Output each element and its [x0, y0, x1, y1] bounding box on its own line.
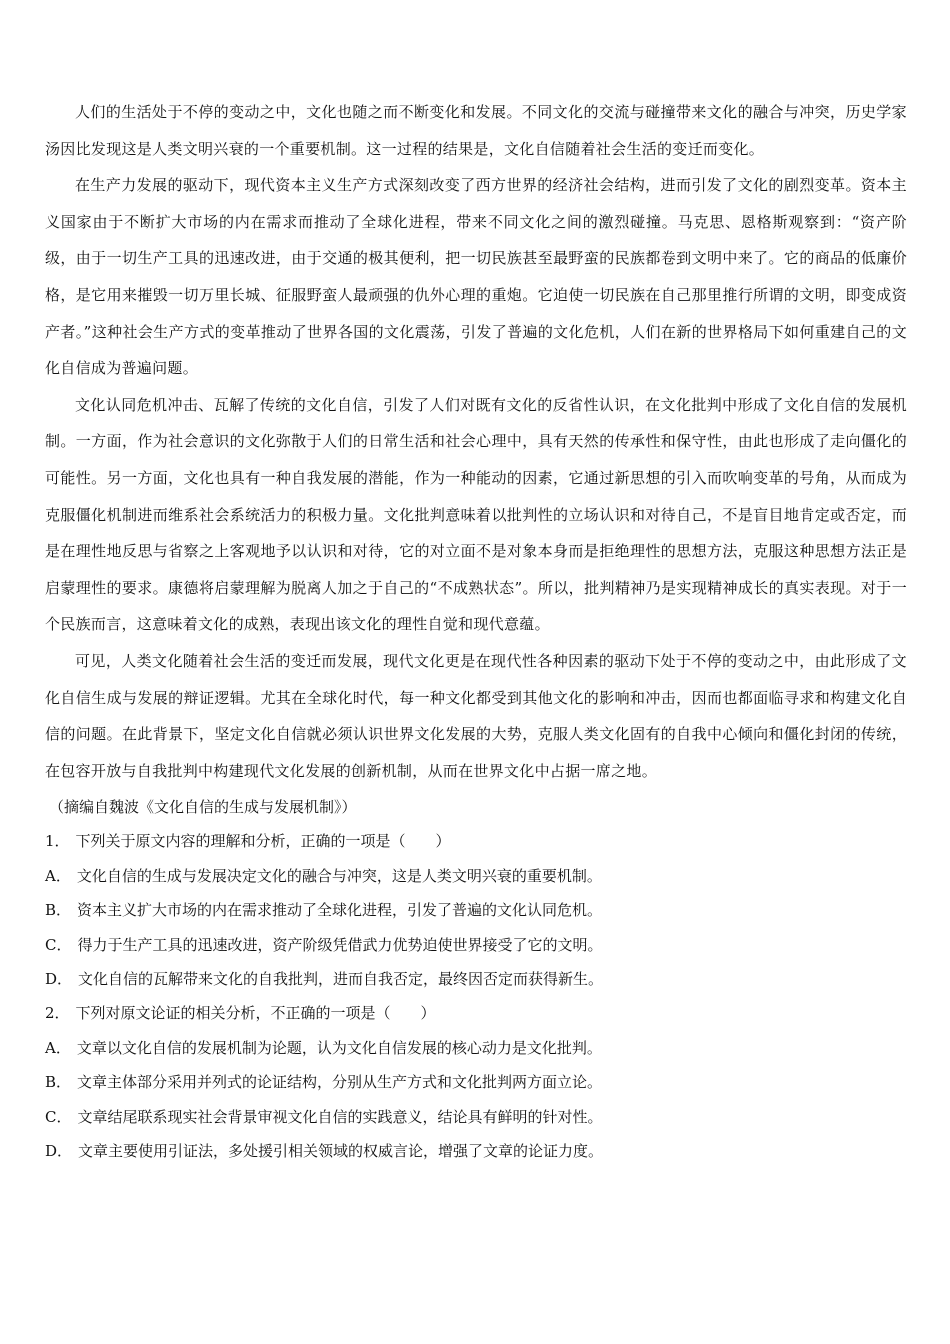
- option-letter: C．: [45, 1107, 72, 1126]
- option-letter: A．: [45, 866, 71, 885]
- option-text: 资本主义扩大市场的内在需求推动了全球化进程，引发了普遍的文化认同危机。: [77, 901, 603, 920]
- answer-option[interactable]: [45, 859, 907, 893]
- option-text: 文化自信的瓦解带来文化的自我批判，进而自我否定，最终因否定而获得新生。: [78, 969, 604, 988]
- option-letter: B．: [45, 1073, 72, 1092]
- question-stem-text: 下列对原文论证的相关分析，不正确的一项是（ ）: [75, 1004, 436, 1023]
- answer-option[interactable]: [45, 1134, 907, 1168]
- question-number: 2．: [45, 1004, 70, 1023]
- exam-page: [45, 94, 907, 1168]
- passage-paragraph: 文化认同危机冲击、瓦解了传统的文化自信，引发了人们对既有文化的反省性认识，在文化批判中形成了文化自信的发展机制。一方面，作为社会意识的文化弥散于人们的日常生活和社会心理中，具有天然的传承性和保守性，由此也形成了走向僵化的可能性。另一方面，文化也具有一种自我发展的潜能，作为一种能动的因素，它通过新思想的引入而吹响变革的号角，从而成为克服僵化机制进而维系社会系统活力的积极力量。文化批判意味着以批判性的立场认识和对待自己，不是盲目地肯定或否定，而是在理性地反思与省察之上客观地予以认识和对待，它的对立面不是对象本身而是拒绝理性的思想方法，克服这种思想方法正是启蒙理性的要求。康德将启蒙理解为脱离人加之于自己的“不成熟状态”。所以，批判精神乃是实现精神成长的真实表现。对于一个民族而言，这意味着文化的成熟，表现出该文化的理性自觉和现代意蕴。: [45, 395, 907, 634]
- option-letter: D．: [45, 1141, 73, 1160]
- answer-option[interactable]: [45, 893, 907, 927]
- question-stem: [45, 996, 907, 1030]
- option-text: 文化自信的生成与发展决定文化的融合与冲突，这是人类文明兴衰的重要机制。: [76, 866, 602, 885]
- answer-option[interactable]: [45, 1065, 907, 1099]
- option-text: 文章结尾联系现实社会背景审视文化自信的实践意义，结论具有鲜明的针对性。: [77, 1107, 603, 1126]
- option-text: 文章主要使用引证法，多处援引相关领域的权威言论，增强了文章的论证力度。: [78, 1141, 604, 1160]
- option-letter: C．: [45, 935, 72, 954]
- passage-paragraph: 人们的生活处于不停的变动之中，文化也随之而不断变化和发展。不同文化的交流与碰撞带来文化的融合与冲突，历史学家汤因比发现这是人类文明兴衰的一个重要机制。这一过程的结果是，文化自信随着社会生活的变迁而变化。: [45, 103, 907, 158]
- option-letter: A．: [45, 1038, 71, 1057]
- question-2: [45, 996, 907, 1168]
- answer-option[interactable]: [45, 962, 907, 996]
- question-stem: [45, 824, 907, 858]
- answer-option[interactable]: [45, 1100, 907, 1134]
- option-text: 文章主体部分采用并列式的论证结构，分别从生产方式和文化批判两方面立论。: [77, 1073, 603, 1092]
- option-text: 文章以文化自信的发展机制为论题，认为文化自信发展的核心动力是文化批判。: [76, 1038, 602, 1057]
- answer-option[interactable]: [45, 1031, 907, 1065]
- question-1: [45, 824, 907, 996]
- question-number: 1．: [45, 832, 70, 851]
- option-text: 得力于生产工具的迅速改进，资产阶级凭借武力优势迫使世界接受了它的文明。: [77, 935, 603, 954]
- passage-paragraph: 可见，人类文化随着社会生活的变迁而发展，现代文化更是在现代性各种因素的驱动下处于不停的变动之中，由此形成了文化自信生成与发展的辩证逻辑。尤其在全球化时代，每一种文化都受到其他文化的影响和冲击，因而也都面临寻求和构建文化自信的问题。在此背景下，坚定文化自信就必须认识世界文化发展的大势，克服人类文化固有的自我中心倾向和僵化封闭的传统，在包容开放与自我批判中构建现代文化发展的创新机制，从而在世界文化中占据一席之地。: [45, 651, 907, 780]
- reading-passage: [45, 94, 907, 789]
- answer-option[interactable]: [45, 928, 907, 962]
- passage-source: （摘编自魏波《文化自信的生成与发展机制》）: [49, 798, 357, 817]
- option-letter: D．: [45, 969, 73, 988]
- option-letter: B．: [45, 901, 72, 920]
- passage-paragraph: 在生产力发展的驱动下，现代资本主义生产方式深刻改变了西方世界的经济社会结构，进而引发了文化的剧烈变革。资本主义国家由于不断扩大市场的内在需求而推动了全球化进程，带来不同文化之间的激烈碰撞。马克思、恩格斯观察到：“资产阶级，由于一切生产工具的迅速改进，由于交通的极其便利，把一切民族甚至最野蛮的民族都卷到文明中来了。它的商品的低廉价格，是它用来摧毁一切万里长城、征服野蛮人最顽强的仇外心理的重炮。它迫使一切民族在自己那里推行所谓的文明，即变成资产者。”这种社会生产方式的变革推动了世界各国的文化震荡，引发了普遍的文化危机，人们在新的世界格局下如何重建自己的文化自信成为普遍问题。: [45, 176, 907, 378]
- question-stem-text: 下列关于原文内容的理解和分析，正确的一项是（ ）: [75, 832, 451, 851]
